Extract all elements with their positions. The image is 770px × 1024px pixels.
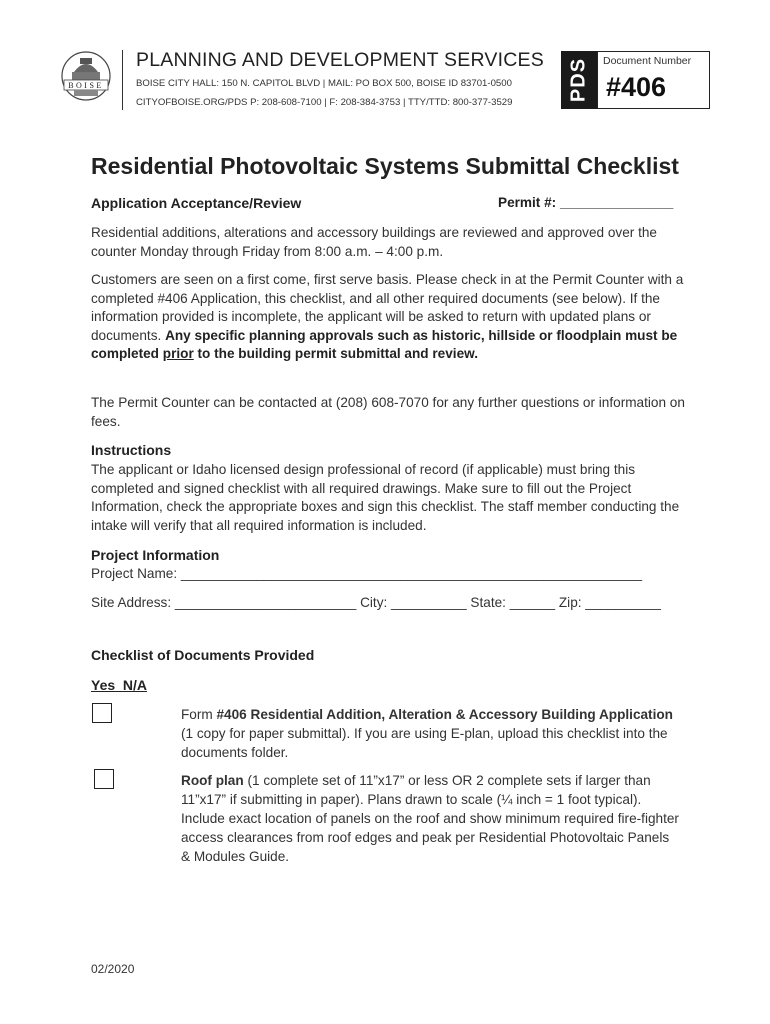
document-number-box	[597, 51, 710, 109]
project-info-heading: Project Information	[91, 547, 220, 563]
yes-na-header: Yes N/A	[91, 677, 148, 693]
acceptance-paragraph-3: The Permit Counter can be contacted at (208) 608-7070 for any further questions or information on fees.	[91, 395, 685, 429]
acceptance-paragraph-2-text: Customers are seen on a first come, first serve basis. Please check in at the Permit Counter with a completed #406 Application, this checklist, and all other required documents (see below). If the information provided is incomplete, the applicant will be asked to return with updated plans or documents.	[91, 272, 684, 343]
roof-plan-checkbox[interactable]	[94, 769, 114, 789]
planning-approval-note-a: Any specific planning approvals such as historic, hillside or floodplain must be completed	[91, 327, 678, 361]
checklist-item-bold: #406 Residential Addition, Alteration & Accessory Building Application	[216, 707, 673, 722]
acceptance-paragraph-1: Residential additions, alterations and accessory buildings are reviewed and approved over the counter Monday through Friday from 8:00 a.m. – 4:00 p.m.	[91, 225, 657, 259]
page-title: Residential Photovoltaic Systems Submittal Checklist	[91, 153, 679, 179]
logo-text: BOISE	[68, 81, 104, 90]
acceptance-paragraph-2	[91, 271, 691, 364]
checklist-item-prefix: Form	[181, 707, 217, 722]
planning-approval-note-prior: prior	[162, 346, 194, 361]
document-number-label: Document Number	[603, 55, 692, 67]
checklist-heading: Checklist of Documents Provided	[91, 647, 315, 663]
pds-label: PDS	[567, 57, 590, 103]
acceptance-heading: Application Acceptance/Review	[91, 195, 302, 211]
checklist-item-form-406	[181, 705, 681, 762]
form-406-checkbox[interactable]	[92, 703, 112, 723]
planning-approval-note-b: to the building permit submittal and review.	[197, 346, 478, 361]
instructions-heading: Instructions	[91, 442, 172, 458]
department-contact: CITYOFBOISE.ORG/PDS P: 208-608-7100 | F: 208-384-3753 | TTY/TTD: 800-377-3529	[136, 97, 513, 108]
instructions-text: The applicant or Idaho licensed design professional of record (if applicable) must bring this completed and signed checklist with all required drawings. Make sure to fill out the Project Information, check the appropriate boxes and sign this checklist. The staff member conducting the intake will verify that all required information is included.	[91, 462, 680, 533]
department-address: BOISE CITY HALL: 150 N. CAPITOL BLVD | MAIL: PO BOX 500, BOISE ID 83701-0500	[136, 78, 512, 89]
revision-date: 02/2020	[91, 962, 135, 976]
header-divider	[122, 50, 123, 110]
project-name-field[interactable]: Project Name: _____________________________________________________________	[91, 566, 643, 581]
checklist-item-rest: (1 copy for paper submittal). If you are using E-plan, upload this checklist into the documents folder.	[181, 726, 668, 760]
document-number-value: #406	[606, 72, 667, 102]
department-title: PLANNING AND DEVELOPMENT SERVICES	[136, 49, 544, 71]
permit-number-field[interactable]: Permit #: _______________	[498, 195, 674, 210]
city-seal-logo	[58, 50, 114, 102]
checklist-item-bold: Roof plan	[181, 773, 244, 788]
pds-badge	[561, 51, 597, 109]
site-address-field[interactable]: Site Address: ________________________ City: __________ State: ______ Zip: __________	[91, 595, 661, 610]
checklist-item-roof-plan	[181, 771, 681, 866]
checklist-item-rest: (1 complete set of 11”x17” or less OR 2 complete sets if larger than 11”x17” if submitting in paper). Plans drawn to scale (¼ inch = 1 foot typical). Include exact location of panels on the roof and show minimum required fire-fighter access clearances from roof edges and peak per Residential Photovoltaic Panels & Modules Guide.	[181, 773, 679, 864]
